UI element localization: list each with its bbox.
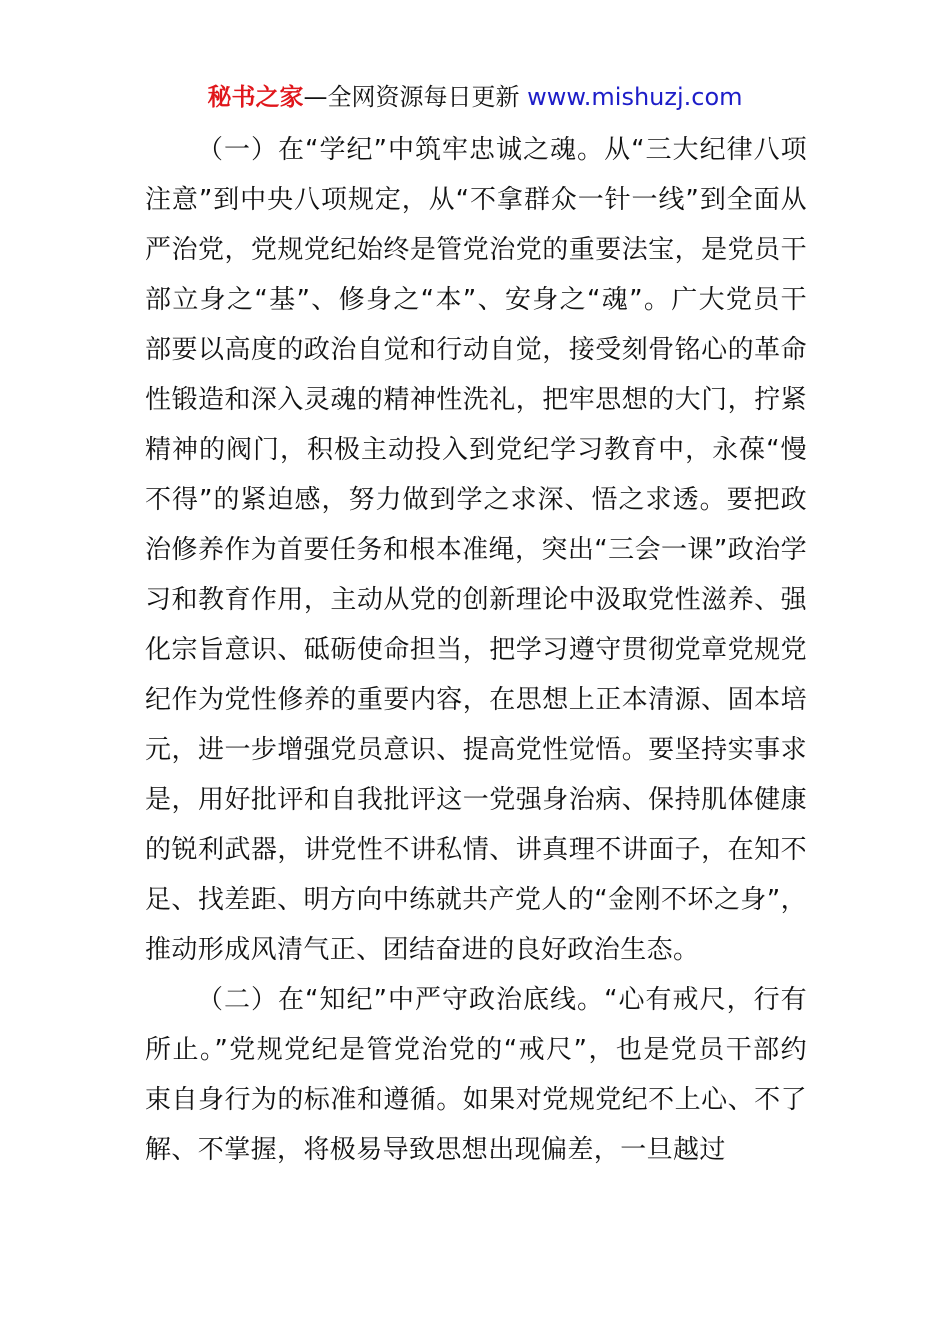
paragraph-section-one: （一）在“学纪”中筑牢忠诚之魂。从“三大纪律八项注意”到中央八项规定，从“不拿群众一针一线”到全面从严治党，党规党纪始终是管党治党的重要法宝，是党员干部立身之“基”、修身之“本”、安身之“魂”。广大党员干部要以高度的政治自觉和行动自觉，接受刻骨铭心的革命性锻造和深入灵魂的精神性洗礼，把牢思想的大门，拧紧精神的阀门，积极主动投入到党纪学习教育中，永葆“慢不得”的紧迫感，努力做到学之求深、悟之求透。要把政治修养作为首要任务和根本准绳，突出“三会一课”政治学习和教育作用，主动从党的创新理论中汲取党性滋养、强化宗旨意识、砥砺使命担当，把学习遵守贯彻党章党规党纪作为党性修养的重要内容，在思想上正本清源、固本培元，进一步增强党员意识、提高党性觉悟。要坚持实事求是，用好批评和自我批评这一党强身治病、保持肌体健康的锐利武器，讲党性不讲私情、讲真理不讲面子，在知不足、找差距、明方向中练就共产党人的“金刚不坏之身”，推动形成风清气正、团结奋进的良好政治生态。 <box>145 135 807 965</box>
site-url[interactable]: www.mishuzj.com <box>527 83 743 111</box>
paragraph-section-two: （二）在“知纪”中严守政治底线。“心有戒尺，行有所止。”党规党纪是管党治党的“戒尺”，也是党员干部约束自身行为的标准和遵循。如果对党规党纪不上心、不了解、不掌握，将极易导致思想出现偏差，一旦越过 <box>145 985 807 1165</box>
site-brand: 秘书之家 <box>207 83 304 111</box>
document-body <box>145 125 807 1175</box>
page-header <box>0 80 950 114</box>
site-tagline: —全网资源每日更新 <box>303 83 528 111</box>
